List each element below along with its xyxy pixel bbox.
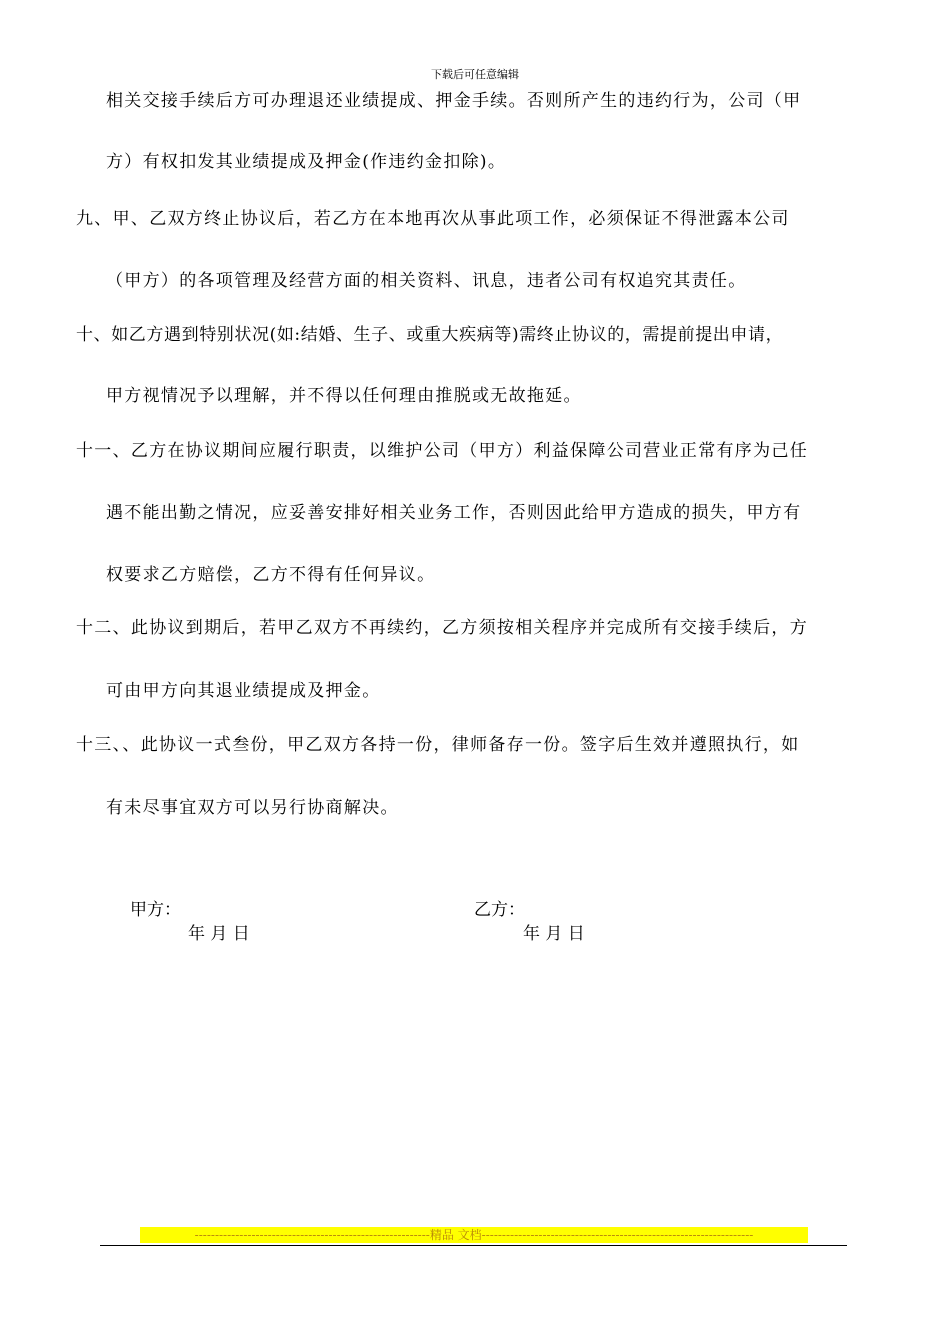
clause-10-line: 甲方视情况予以理解，并不得以任何理由推脱或无故拖延。 <box>106 386 582 406</box>
paragraph-line: 方）有权扣发其业绩提成及押金(作违约金扣除)。 <box>106 152 507 172</box>
clause-12-line: 十二、此协议到期后，若甲乙双方不再续约，乙方须按相关程序并完成所有交接手续后，方 <box>76 618 808 638</box>
clause-11-line: 遇不能出勤之情况，应妥善安排好相关业务工作，否则因此给甲方造成的损失，甲方有 <box>106 503 802 523</box>
party-b-label: 乙方： <box>474 900 525 920</box>
footer-banner: ----------------------------------------------------------精品 文档------------------------------------------------------------------- <box>140 1227 808 1243</box>
clause-10-line: 十、如乙方遇到特别状况(如:结婚、生子、或重大疾病等)需终止协议的，需提前提出申请， <box>76 325 784 345</box>
clause-9-line: 九、甲、乙双方终止协议后，若乙方在本地再次从事此项工作，必须保证不得泄露本公司 <box>76 209 790 229</box>
party-a-label: 甲方： <box>130 900 181 920</box>
clause-11-line: 十一、乙方在协议期间应履行职责，以维护公司（甲方）利益保障公司营业正常有序为己任 <box>76 441 808 461</box>
party-a-date: 年 月 日 <box>188 924 250 944</box>
clause-11-line: 权要求乙方赔偿，乙方不得有任何异议。 <box>106 565 436 585</box>
clause-12-line: 可由甲方向其退业绩提成及押金。 <box>106 681 381 701</box>
paragraph-line: 相关交接手续后方可办理退还业绩提成、押金手续。否则所产生的违约行为，公司（甲 <box>106 91 802 111</box>
clause-9-line: （甲方）的各项管理及经营方面的相关资料、讯息，违者公司有权追究其责任。 <box>106 271 747 291</box>
clause-13-line: 十三、、此协议一式叁份，甲乙双方各持一份，律师备存一份。签字后生效并遵照执行，如 <box>76 735 800 755</box>
clause-13-line: 有未尽事宜双方可以另行协商解决。 <box>106 798 399 818</box>
party-b-date: 年 月 日 <box>523 924 585 944</box>
page-header: 下载后可任意编辑 <box>431 68 519 81</box>
footer-divider <box>100 1245 847 1246</box>
